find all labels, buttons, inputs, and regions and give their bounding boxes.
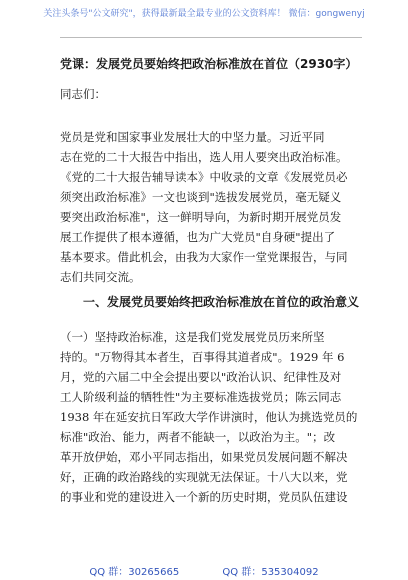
paragraph-line: 的事业和党的建设进入一个新的历史时期，党员队伍建设 — [60, 490, 348, 504]
paragraph-line: 须突出政治标准》一文也谈到"选拔发展党员，毫无疑义 — [60, 190, 342, 204]
header-divider — [60, 37, 362, 38]
section-heading: 一、发展党员要始终把政治标准放在首位的政治意义 — [83, 295, 360, 309]
paragraph-line: 《党的二十大报告辅导读本》中收录的文章《发展党员必 — [60, 170, 348, 184]
paragraph-line: 好，正确的政治路线的实现就无法保证。十八大以来，党 — [60, 470, 348, 484]
footer-qq-group-1: QQ 群：30265665 — [89, 567, 180, 578]
paragraph-line: 标准"政治、能力，两者不能缺一，以政治为主。"；改 — [60, 430, 336, 444]
footer-qq-group-2: QQ 群：535304092 — [222, 567, 319, 578]
header-note: 关注头条号"公文研究"，获得最新最全最专业的公文资料库！ 微信：gongwenyj — [43, 9, 365, 19]
section-paragraph — [60, 327, 370, 507]
footer — [0, 563, 408, 578]
paragraph-line: 月，党的六届二中全会提出要以"政治认识、纪律性及对 — [60, 370, 342, 384]
paragraph-line: （一）坚持政治标准，这是我们党发展党员历来所坚 — [60, 330, 325, 344]
paragraph-line: 展工作提供了根本遵循，也为广大党员"自身硬"提出了 — [60, 230, 336, 244]
paragraph-line: 持的。"万物得其本者生，百事得其道者成"。1929 年 6 — [60, 350, 345, 364]
paragraph-line: 基本要求。借此机会，由我为大家作一堂党课报告，与同 — [60, 250, 348, 264]
paragraph-line: 工人阶级利益的牺牲性"为主要标准选拔党员；陈云同志 — [60, 390, 342, 404]
paragraph-line: 志在党的二十大报告中指出，选人用人要突出政治标准。 — [60, 150, 348, 164]
paragraph-line: 党员是党和国家事业发展壮大的中坚力量。习近平同 — [60, 130, 325, 144]
greeting: 同志们： — [60, 87, 106, 101]
document-title: 党课：发展党员要始终把政治标准放在首位（2930字） — [60, 57, 358, 71]
intro-paragraph — [60, 127, 370, 287]
paragraph-line: 革开放伊始，邓小平同志指出，如果党员发展问题不解决 — [60, 450, 348, 464]
paragraph-line: 要突出政治标准"，这一鲜明导向，为新时期开展党员发 — [60, 210, 342, 224]
paragraph-line: 志们共同交流。 — [60, 270, 141, 284]
paragraph-line: 1938 年在延安抗日军政大学作讲演时，他认为挑选党员的 — [60, 410, 358, 424]
